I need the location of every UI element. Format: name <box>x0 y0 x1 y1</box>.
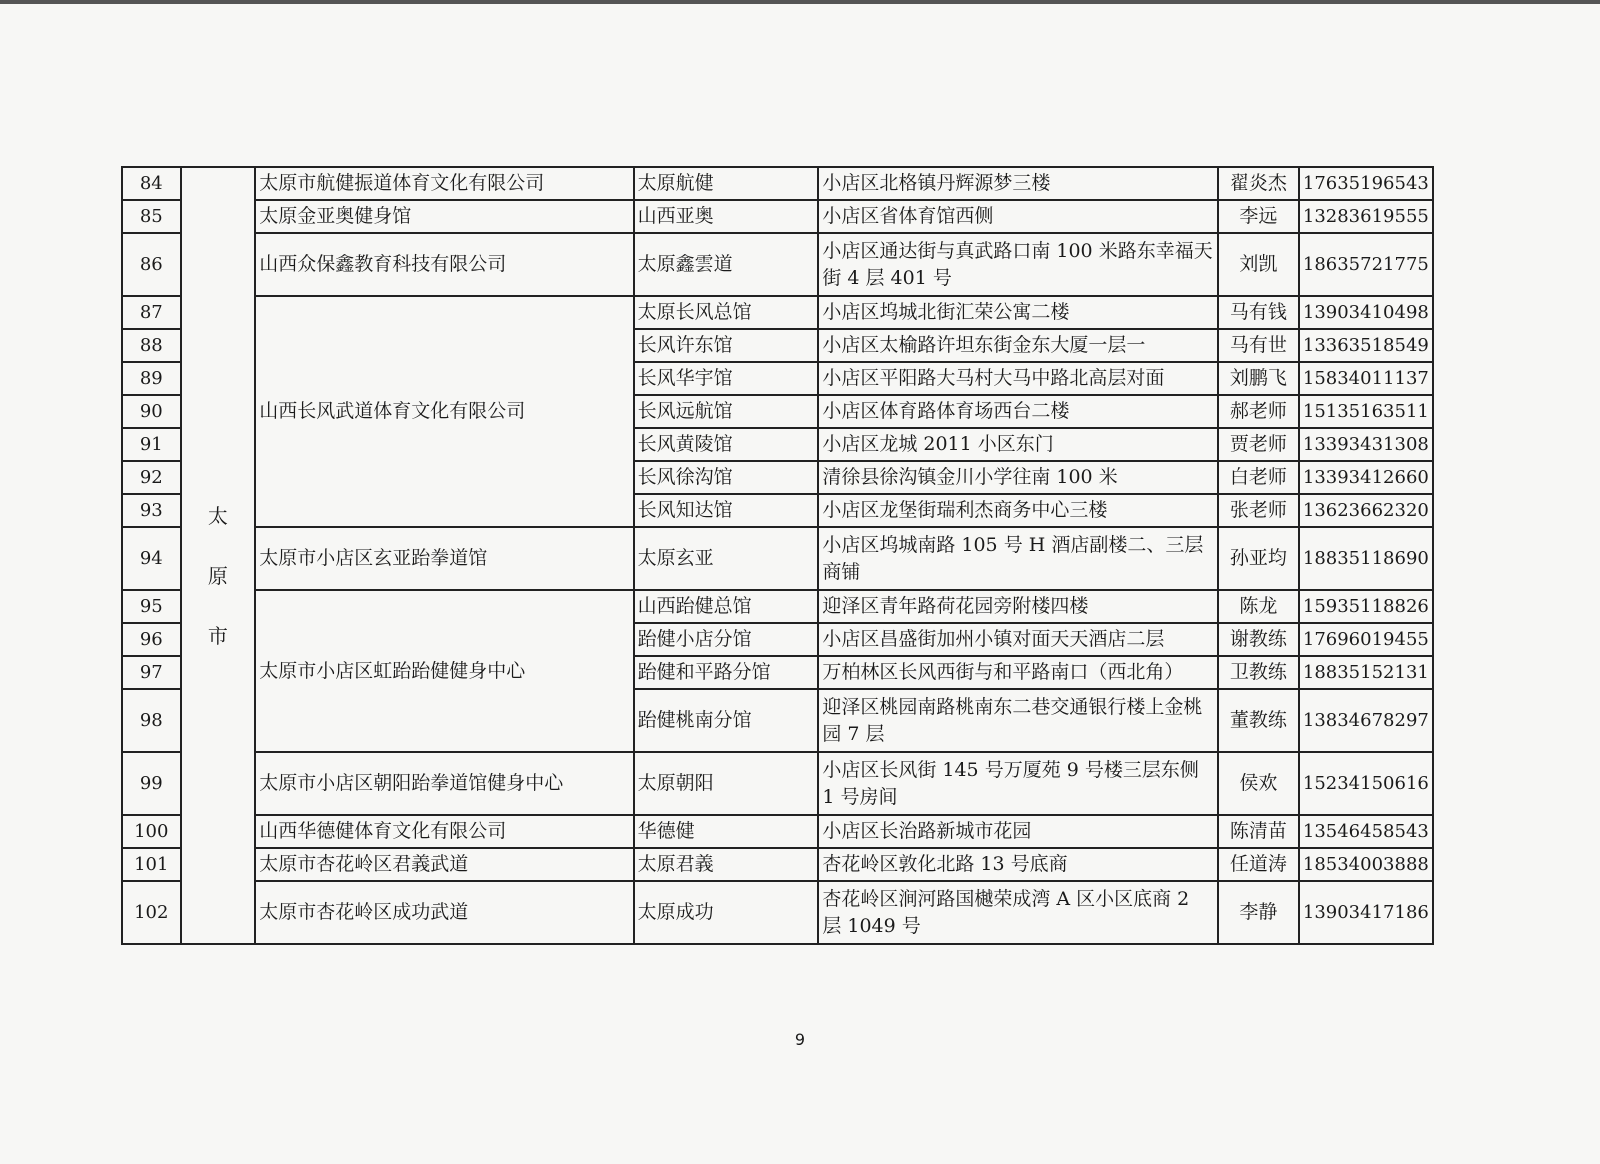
hall-name: 太原朝阳 <box>634 752 819 815</box>
table-row <box>122 752 1433 815</box>
table-body <box>122 167 1433 944</box>
hall-name: 长风黄陵馆 <box>634 428 819 461</box>
address: 迎泽区桃园南路桃南东二巷交通银行楼上金桃园 7 层 <box>818 689 1218 752</box>
address: 小店区太榆路许坦东街金东大厦一层一 <box>818 329 1218 362</box>
phone-number: 13393412660 <box>1299 461 1433 494</box>
phone-number: 13546458543 <box>1299 815 1433 848</box>
phone-number: 13363518549 <box>1299 329 1433 362</box>
city-char: 原 <box>207 563 228 588</box>
contact-person: 董教练 <box>1218 689 1299 752</box>
address: 杏花岭区涧河路国樾荣成湾 A 区小区底商 2 层 1049 号 <box>818 881 1218 944</box>
row-number: 96 <box>122 623 181 656</box>
hall-name: 长风知达馆 <box>634 494 819 527</box>
address: 万柏林区长风西街与和平路南口（西北角） <box>818 656 1218 689</box>
contact-person: 李静 <box>1218 881 1299 944</box>
address: 小店区昌盛街加州小镇对面天天酒店二层 <box>818 623 1218 656</box>
company-name: 太原市小店区玄亚跆拳道馆 <box>255 527 633 590</box>
phone-number: 13623662320 <box>1299 494 1433 527</box>
table-row <box>122 590 1433 623</box>
hall-name: 太原君義 <box>634 848 819 881</box>
row-number: 87 <box>122 296 181 329</box>
contact-person: 孙亚均 <box>1218 527 1299 590</box>
hall-name: 太原鑫雲道 <box>634 233 819 296</box>
hall-name: 太原航健 <box>634 167 819 200</box>
row-number: 86 <box>122 233 181 296</box>
hall-name: 太原玄亚 <box>634 527 819 590</box>
address: 小店区龙堡街瑞利杰商务中心三楼 <box>818 494 1218 527</box>
contact-person: 陈龙 <box>1218 590 1299 623</box>
row-number: 93 <box>122 494 181 527</box>
hall-name: 长风徐沟馆 <box>634 461 819 494</box>
scan-top-edge <box>0 0 1600 4</box>
phone-number: 15135163511 <box>1299 395 1433 428</box>
contact-person: 刘鹏飞 <box>1218 362 1299 395</box>
row-number: 102 <box>122 881 181 944</box>
phone-number: 13834678297 <box>1299 689 1433 752</box>
address: 迎泽区青年路荷花园旁附楼四楼 <box>818 590 1218 623</box>
hall-name: 山西跆健总馆 <box>634 590 819 623</box>
contact-person: 谢教练 <box>1218 623 1299 656</box>
phone-number: 18635721775 <box>1299 233 1433 296</box>
registry-table <box>121 166 1434 945</box>
hall-name: 长风华宇馆 <box>634 362 819 395</box>
address: 小店区平阳路大马村大马中路北高层对面 <box>818 362 1218 395</box>
company-name: 山西长风武道体育文化有限公司 <box>255 296 633 527</box>
table-row <box>122 200 1433 233</box>
contact-person: 郝老师 <box>1218 395 1299 428</box>
table-row <box>122 881 1433 944</box>
company-name: 太原市小店区朝阳跆拳道馆健身中心 <box>255 752 633 815</box>
phone-number: 13903417186 <box>1299 881 1433 944</box>
table-row <box>122 815 1433 848</box>
company-name: 太原市杏花岭区君義武道 <box>255 848 633 881</box>
contact-person: 马有钱 <box>1218 296 1299 329</box>
city-char: 太 <box>207 503 228 528</box>
contact-person: 张老师 <box>1218 494 1299 527</box>
row-number: 91 <box>122 428 181 461</box>
company-name: 山西华德健体育文化有限公司 <box>255 815 633 848</box>
company-name: 太原金亚奥健身馆 <box>255 200 633 233</box>
address: 小店区长治路新城市花园 <box>818 815 1218 848</box>
contact-person: 卫教练 <box>1218 656 1299 689</box>
row-number: 92 <box>122 461 181 494</box>
company-name: 山西众保鑫教育科技有限公司 <box>255 233 633 296</box>
hall-name: 山西亚奥 <box>634 200 819 233</box>
address: 小店区体育路体育场西台二楼 <box>818 395 1218 428</box>
phone-number: 15234150616 <box>1299 752 1433 815</box>
contact-person: 翟炎杰 <box>1218 167 1299 200</box>
city-cell <box>181 167 256 944</box>
contact-person: 陈清苗 <box>1218 815 1299 848</box>
phone-number: 15935118826 <box>1299 590 1433 623</box>
phone-number: 15834011137 <box>1299 362 1433 395</box>
phone-number: 13393431308 <box>1299 428 1433 461</box>
hall-name: 长风许东馆 <box>634 329 819 362</box>
phone-number: 18534003888 <box>1299 848 1433 881</box>
phone-number: 13283619555 <box>1299 200 1433 233</box>
row-number: 89 <box>122 362 181 395</box>
contact-person: 白老师 <box>1218 461 1299 494</box>
hall-name: 跆健桃南分馆 <box>634 689 819 752</box>
address: 小店区省体育馆西侧 <box>818 200 1218 233</box>
phone-number: 13903410498 <box>1299 296 1433 329</box>
row-number: 95 <box>122 590 181 623</box>
row-number: 85 <box>122 200 181 233</box>
city-char: 市 <box>207 623 228 648</box>
address: 小店区北格镇丹辉源梦三楼 <box>818 167 1218 200</box>
address: 清徐县徐沟镇金川小学往南 100 米 <box>818 461 1218 494</box>
contact-person: 贾老师 <box>1218 428 1299 461</box>
row-number: 100 <box>122 815 181 848</box>
contact-person: 马有世 <box>1218 329 1299 362</box>
hall-name: 华德健 <box>634 815 819 848</box>
table-row <box>122 296 1433 329</box>
phone-number: 17635196543 <box>1299 167 1433 200</box>
page-number: 9 <box>794 1030 806 1049</box>
table-row <box>122 167 1433 200</box>
hall-name: 太原成功 <box>634 881 819 944</box>
hall-name: 跆健小店分馆 <box>634 623 819 656</box>
address: 小店区通达街与真武路口南 100 米路东幸福天街 4 层 401 号 <box>818 233 1218 296</box>
company-name: 太原市小店区虹跆跆健健身中心 <box>255 590 633 752</box>
row-number: 84 <box>122 167 181 200</box>
phone-number: 17696019455 <box>1299 623 1433 656</box>
contact-person: 任道涛 <box>1218 848 1299 881</box>
table-row <box>122 848 1433 881</box>
table-row <box>122 527 1433 590</box>
row-number: 94 <box>122 527 181 590</box>
company-name: 太原市杏花岭区成功武道 <box>255 881 633 944</box>
hall-name: 跆健和平路分馆 <box>634 656 819 689</box>
table-row <box>122 233 1433 296</box>
phone-number: 18835118690 <box>1299 527 1433 590</box>
row-number: 90 <box>122 395 181 428</box>
address: 小店区长风街 145 号万厦苑 9 号楼三层东侧 1 号房间 <box>818 752 1218 815</box>
address: 小店区龙城 2011 小区东门 <box>818 428 1218 461</box>
phone-number: 18835152131 <box>1299 656 1433 689</box>
row-number: 99 <box>122 752 181 815</box>
row-number: 98 <box>122 689 181 752</box>
hall-name: 长风远航馆 <box>634 395 819 428</box>
contact-person: 刘凯 <box>1218 233 1299 296</box>
address: 小店区坞城南路 105 号 H 酒店副楼二、三层商铺 <box>818 527 1218 590</box>
row-number: 88 <box>122 329 181 362</box>
row-number: 101 <box>122 848 181 881</box>
hall-name: 太原长风总馆 <box>634 296 819 329</box>
contact-person: 李远 <box>1218 200 1299 233</box>
row-number: 97 <box>122 656 181 689</box>
company-name: 太原市航健振道体育文化有限公司 <box>255 167 633 200</box>
address: 小店区坞城北街汇荣公寓二楼 <box>818 296 1218 329</box>
contact-person: 侯欢 <box>1218 752 1299 815</box>
address: 杏花岭区敦化北路 13 号底商 <box>818 848 1218 881</box>
